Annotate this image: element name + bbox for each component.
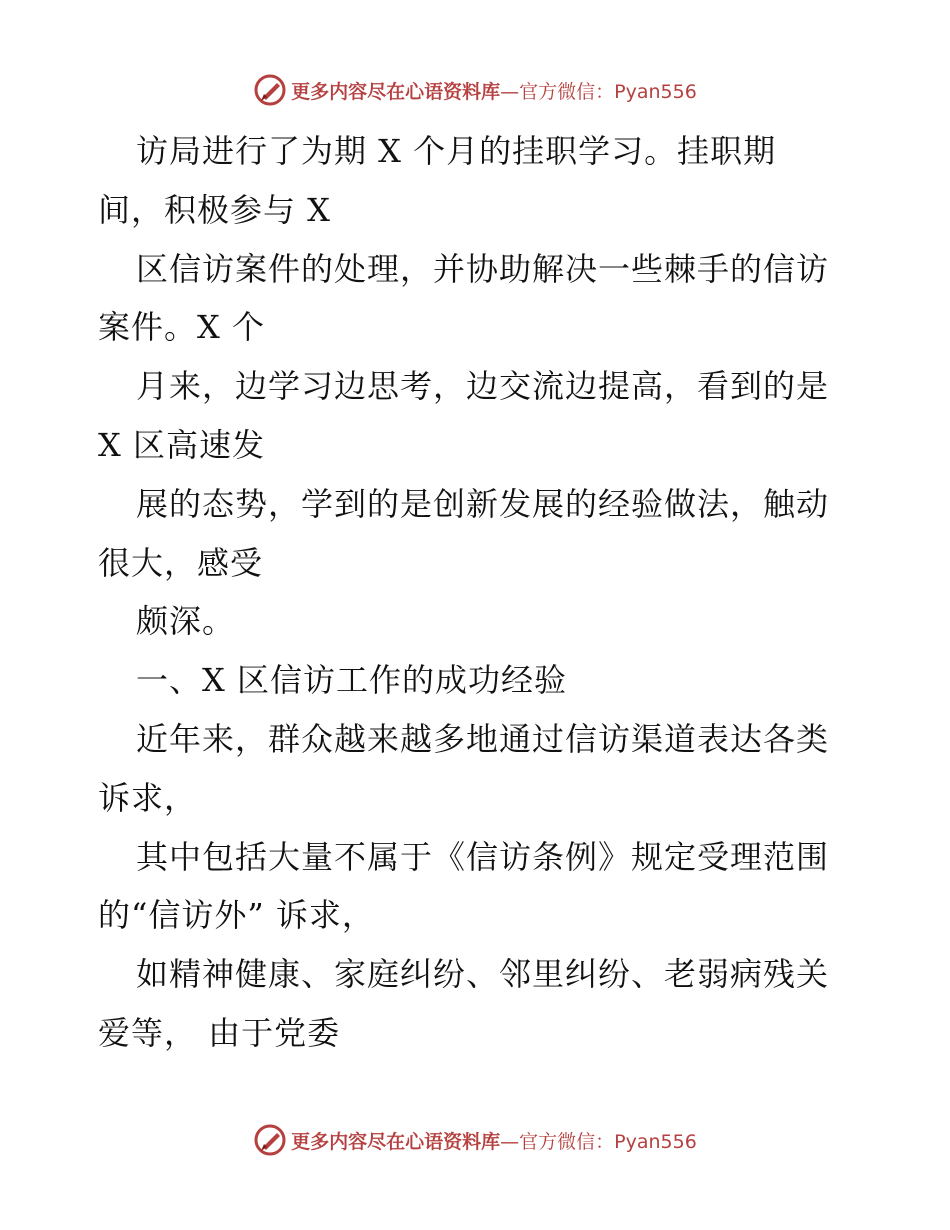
paragraph-line: 如精神健康、家庭纠纷、邻里纠纷、老弱病残关 [136, 955, 830, 994]
paragraph-line: 其中包括大量不属于《信访条例》规定受理范围 [136, 837, 830, 876]
paragraph-line: 区信访案件的处理，并协助解决一些棘手的信访 [136, 249, 830, 288]
document-body [98, 122, 858, 1063]
paragraph-line: 间，积极参与 X [98, 190, 331, 229]
paragraph-line: X 区高速发 [98, 425, 265, 464]
banner-contact: —官方微信：Pyan556 [500, 1130, 697, 1153]
paragraph-line: 爱等， 由于党委 [98, 1013, 341, 1052]
paragraph-line: 案件。X 个 [98, 308, 265, 347]
paragraph-line: 近年来，群众越来越多地通过信访渠道表达各类 [136, 719, 830, 758]
footer-banner [0, 1120, 950, 1160]
banner-title: 更多内容尽在心语资料库 [291, 80, 501, 103]
paragraph-line: 月来，边学习边思考，边交流边提高，看到的是 [136, 367, 830, 406]
paragraph-line: 访局进行了为期 X 个月的挂职学习。挂职期 [136, 132, 777, 170]
brand-logo-icon [253, 1123, 287, 1157]
paragraph-line: 诉求， [98, 778, 198, 817]
brand-logo-icon [253, 73, 287, 107]
section-heading: 一、X 区信访工作的成功经验 [136, 661, 567, 700]
banner-title: 更多内容尽在心语资料库 [291, 1130, 501, 1153]
paragraph-line: 很大，感受 [98, 543, 264, 582]
paragraph-line: 展的态势，学到的是创新发展的经验做法，触动 [136, 484, 830, 523]
paragraph-line: 的“信访外” 诉求， [98, 896, 375, 935]
paragraph-line: 颇深。 [136, 602, 236, 641]
banner-contact: —官方微信：Pyan556 [500, 80, 697, 103]
header-banner [0, 70, 950, 110]
